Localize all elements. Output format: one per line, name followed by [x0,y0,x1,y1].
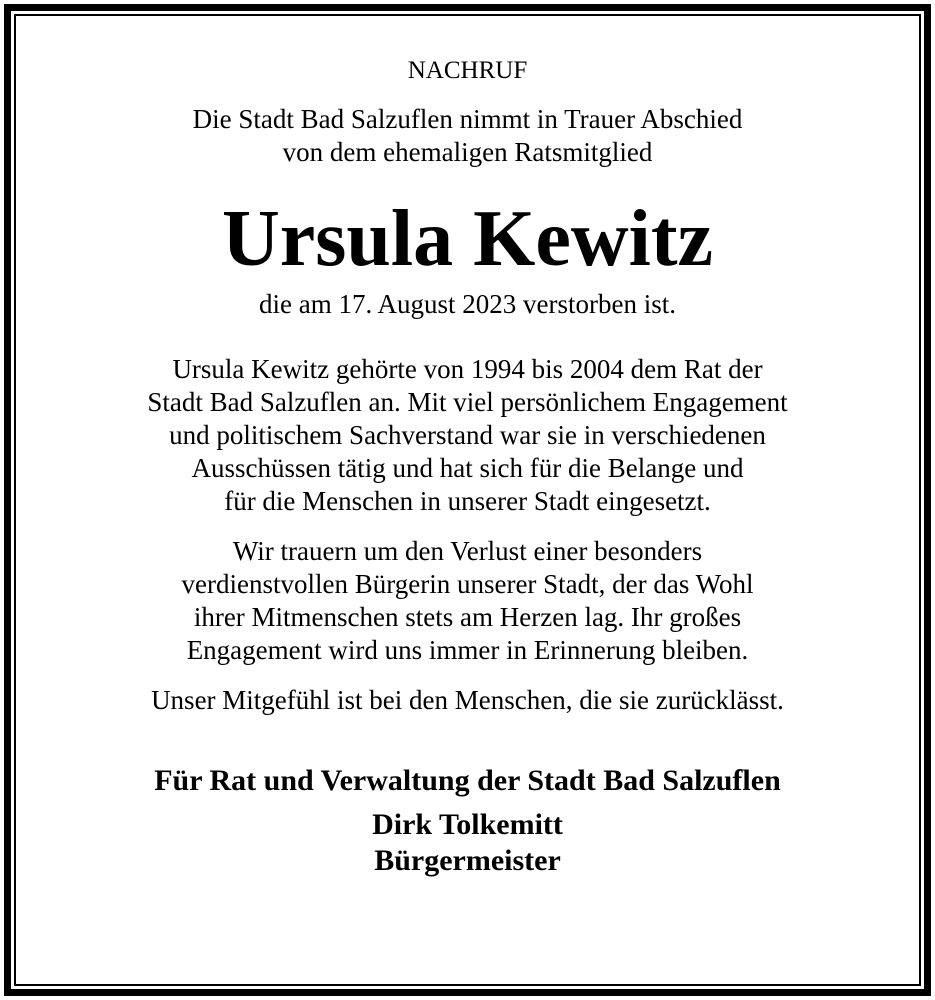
paragraph-line: für die Menschen in unserer Stadt eingesetzt. [224,486,711,516]
intro-text [16,103,919,169]
paragraph-line: Ursula Kewitz gehörte von 1994 bis 2004 dem Rat der [172,354,763,384]
notice-heading: NACHRUF [407,57,528,84]
paragraph-line: Engagement wird uns immer in Erinnerung bleiben. [186,635,749,665]
paragraph-line: Wir trauern um den Verlust einer besonders [232,536,703,566]
paragraph-line: verdienstvollen Bürgerin unserer Stadt, der das Wohl [181,569,754,599]
paragraph-line: ihrer Mitmenschen stets am Herzen lag. Ihr großes [193,602,742,632]
signature-title: Bürgermeister [374,844,561,877]
paragraph-line: Ausschüssen tätig und hat sich für die Belange und [191,453,744,483]
intro-line: von dem ehemaligen Ratsmitglied [282,137,653,167]
condolence-line: Unser Mitgefühl ist bei den Menschen, die sie zurücklässt. [151,685,784,715]
date-of-death: die am 17. August 2023 verstorben ist. [259,289,676,319]
deceased-name: Ursula Kewitz [221,195,713,283]
signature-organization: Für Rat und Verwaltung der Stadt Bad Salzuflen [154,764,781,797]
tribute-paragraph-2 [16,535,919,667]
obituary-notice [16,16,919,879]
paragraph-line: Stadt Bad Salzuflen an. Mit viel persönlichem Engagement [147,387,788,417]
paragraph-line: und politischem Sachverstand war sie in verschiedenen [169,420,766,450]
signature-block [16,807,919,879]
tribute-paragraph-1 [16,353,919,518]
intro-line: Die Stadt Bad Salzuflen nimmt in Trauer Abschied [192,104,743,134]
signature-person: Dirk Tolkemitt [372,808,563,841]
